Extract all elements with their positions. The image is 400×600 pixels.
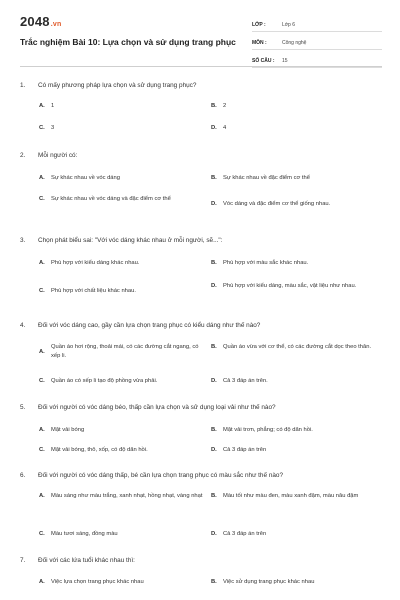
option-d[interactable] <box>211 446 376 455</box>
option-letter: B. <box>211 260 217 266</box>
option-d[interactable] <box>211 200 381 209</box>
option-letter: D. <box>211 531 217 537</box>
option-text: Màu tươi sáng, đồng màu <box>51 531 118 537</box>
option-text: Sự khác nhau về đặc điểm cơ thể <box>223 175 310 181</box>
option-text: Việc lựa chọn trang phục khác nhau <box>51 579 144 585</box>
option-text: Phù hợp với kiểu dáng, màu sắc, vật liệu như nhau. <box>223 283 357 289</box>
question-number: 5. <box>20 404 26 411</box>
question-number: 6. <box>20 472 26 479</box>
option-a[interactable] <box>39 578 207 587</box>
option-c[interactable] <box>39 124 199 133</box>
option-letter: C. <box>39 288 45 294</box>
logo-text: 2048 <box>20 14 50 29</box>
meta-label: LỚP : <box>252 21 266 28</box>
option-text: 2 <box>223 103 227 109</box>
option-text: 1 <box>51 103 55 109</box>
option-text: 3 <box>51 125 55 131</box>
document-title: Trắc nghiệm Bài 10: Lựa chọn và sử dụng trang phục <box>20 37 236 47</box>
meta-label: SỐ CÂU : <box>252 57 275 64</box>
option-letter: B. <box>211 175 217 181</box>
question-text <box>20 237 382 244</box>
meta-value: Lớp 6 <box>282 21 296 28</box>
option-text: Cả 3 đáp án trên <box>223 531 267 537</box>
option-text: Quần áo hơi rộng, thoải mái, có các đường cắt ngang, có xếp li. <box>51 344 199 359</box>
option-text: Vóc dáng và đặc điểm cơ thể giống nhau. <box>223 201 331 207</box>
option-letter: A. <box>39 175 45 181</box>
site-logo[interactable] <box>20 14 61 29</box>
option-text: Sự khác nhau về vóc dáng <box>51 175 120 181</box>
option-text: Màu tối như màu đen, màu xanh đậm, màu nâu đậm <box>223 493 359 499</box>
option-d[interactable] <box>211 530 376 539</box>
option-text: 4 <box>223 125 227 131</box>
option-a[interactable] <box>39 259 199 268</box>
option-b[interactable] <box>211 174 376 183</box>
option-c[interactable] <box>39 195 201 204</box>
option-letter: A. <box>39 493 45 499</box>
question-prompt: Đối với người có vóc dáng thấp, bé cần lựa chọn trang phục có màu sắc như thế nào? <box>38 472 284 479</box>
option-a[interactable] <box>39 102 199 111</box>
meta-table <box>252 18 382 72</box>
option-letter: A. <box>39 260 45 266</box>
header-divider <box>20 66 382 67</box>
option-c[interactable] <box>39 446 207 455</box>
option-text: Phù hợp với chất liệu khác nhau. <box>51 288 136 294</box>
option-b[interactable] <box>211 426 379 435</box>
option-letter: A. <box>39 579 45 585</box>
meta-label: MÔN : <box>252 39 267 46</box>
option-letter: A. <box>39 427 45 433</box>
option-letter: B. <box>211 103 217 109</box>
option-letter: B. <box>211 344 217 350</box>
question-text <box>20 557 382 564</box>
question-number: 4. <box>20 322 26 329</box>
option-letter: D. <box>211 283 217 289</box>
option-b[interactable] <box>211 343 381 352</box>
option-a[interactable] <box>39 492 207 501</box>
option-b[interactable] <box>211 578 379 587</box>
option-letter: A. <box>39 103 45 109</box>
question-number: 2. <box>20 152 26 159</box>
option-text: Phù hợp với kiểu dáng khác nhau. <box>51 260 140 266</box>
option-d[interactable] <box>211 377 376 386</box>
meta-row-subject <box>252 36 382 50</box>
meta-value: Công nghệ <box>282 39 307 46</box>
question-text <box>20 82 382 89</box>
option-c[interactable] <box>39 287 199 296</box>
question-number: 1. <box>20 82 26 89</box>
option-a[interactable] <box>39 174 199 183</box>
option-b[interactable] <box>211 102 376 111</box>
option-text: Phù hợp với màu sắc khác nhau. <box>223 260 309 266</box>
meta-value: 15 <box>282 57 288 64</box>
option-text: Cả 3 đáp án trên <box>223 447 267 453</box>
option-text: Mặt vải bóng, thô, xốp, có độ dãn hồi. <box>51 447 148 453</box>
question-text <box>20 152 382 159</box>
option-text: Mặt vải bóng <box>51 427 85 433</box>
option-letter: D. <box>211 201 217 207</box>
option-letter: D. <box>211 125 217 131</box>
option-letter: D. <box>211 378 217 384</box>
question-number: 7. <box>20 557 26 564</box>
option-b[interactable] <box>211 259 376 268</box>
meta-row-class <box>252 18 382 32</box>
option-b[interactable] <box>211 492 381 501</box>
option-letter: C. <box>39 125 45 131</box>
option-text: Việc sử dụng trang phục khác nhau <box>223 579 315 585</box>
option-c[interactable] <box>39 377 207 386</box>
option-c[interactable] <box>39 530 199 539</box>
question-prompt: Chọn phát biểu sai: "Với vóc dáng khác nhau ở mỗi người, sẽ...": <box>38 237 223 244</box>
option-a[interactable] <box>39 343 207 361</box>
option-text: Mặt vải trơn, phẳng; có độ dãn hồi. <box>223 427 313 433</box>
question-prompt: Đối với vóc dáng cao, gầy cần lựa chọn trang phục có kiểu dáng như thế nào? <box>38 322 261 329</box>
option-text: Màu sáng như màu trắng, xanh nhạt, hồng nhạt, vàng nhạt <box>51 493 203 499</box>
option-text: Quần áo vừa với cơ thể, có các đường cắt dọc theo thân. <box>223 344 372 350</box>
question-prompt: Mỗi người có: <box>38 152 78 159</box>
question-prompt: Đối với các lứa tuổi khác nhau thì: <box>38 557 135 564</box>
option-letter: B. <box>211 579 217 585</box>
option-text: Cả 3 đáp án trên. <box>223 378 268 384</box>
option-text: Sự khác nhau về vóc dáng và đặc điểm cơ thể <box>51 196 171 202</box>
question-number: 3. <box>20 237 26 244</box>
question-prompt: Có mấy phương pháp lựa chọn và sử dụng trang phục? <box>38 82 197 89</box>
option-letter: A. <box>39 348 45 355</box>
question-text <box>20 322 382 329</box>
option-letter: C. <box>39 378 45 384</box>
option-letter: B. <box>211 427 217 433</box>
question-text <box>20 404 382 411</box>
option-letter: C. <box>39 531 45 537</box>
option-letter: C. <box>39 447 45 453</box>
option-d[interactable] <box>211 282 381 291</box>
option-letter: C. <box>39 196 45 202</box>
question-text <box>20 472 382 479</box>
option-letter: B. <box>211 493 217 499</box>
option-letter: D. <box>211 447 217 453</box>
option-d[interactable] <box>211 124 376 133</box>
question-prompt: Đối với người có vóc dáng béo, thấp cần lựa chọn và sử dụng loại vải như thế nào? <box>38 404 276 411</box>
option-text: Quần áo có xếp li tạo độ phồng vừa phải. <box>51 378 158 384</box>
logo-suffix: .vn <box>50 21 62 28</box>
option-a[interactable] <box>39 426 199 435</box>
page-header <box>20 14 382 64</box>
